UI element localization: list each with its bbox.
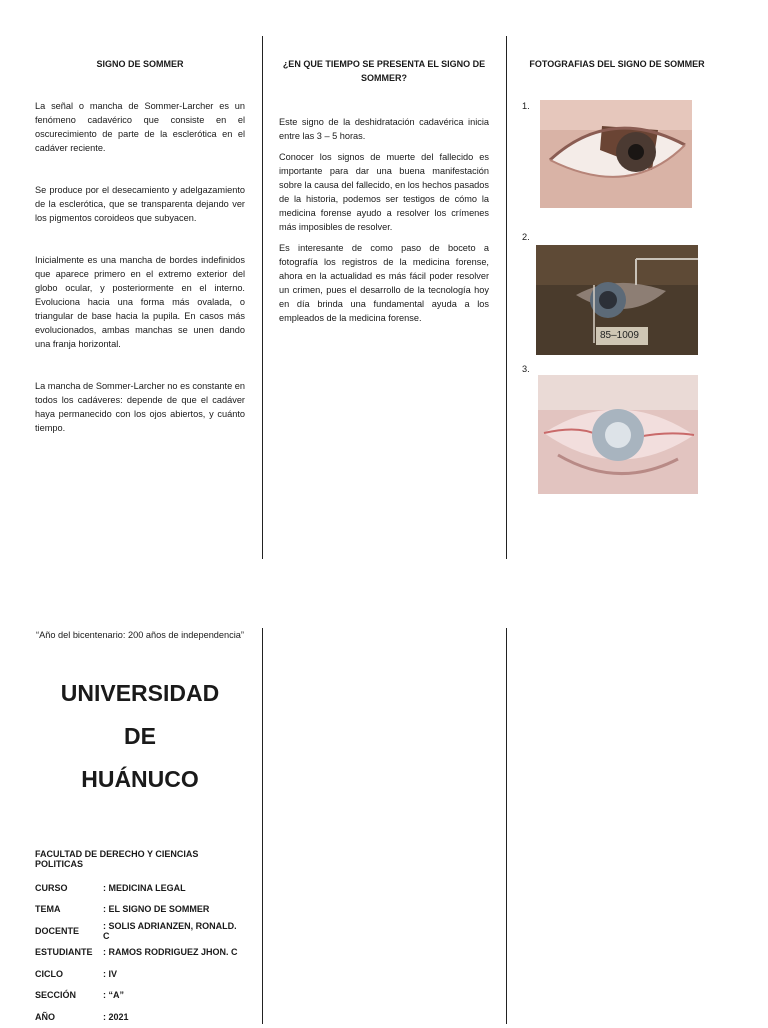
column-divider-4	[506, 628, 507, 1024]
university-line-3: HUÁNUCO	[81, 766, 199, 792]
panel-signo-de-sommer	[35, 57, 245, 463]
photo-2-label: 85–1009	[600, 330, 639, 341]
info-value: : “A”	[103, 990, 124, 1001]
cover-panel	[35, 628, 245, 1028]
university-name	[35, 672, 245, 801]
panel1-paragraph-1: La señal o mancha de Sommer-Larcher es un fenómeno cadavérico que consiste en el oscurecimiento de parte de la esclerótica en el cadáver reciente.	[35, 101, 245, 153]
panel1-heading: SIGNO DE SOMMER	[96, 59, 184, 69]
info-row	[35, 985, 245, 1007]
info-row	[35, 963, 245, 985]
info-key: TEMA	[35, 904, 61, 915]
info-value: : SOLIS ADRIANZEN, RONALD. C	[103, 920, 237, 941]
info-row	[35, 1006, 245, 1028]
info-row	[35, 942, 245, 964]
panel3-heading: FOTOGRAFIAS DEL SIGNO DE SOMMER	[529, 59, 705, 69]
info-value: : MEDICINA LEGAL	[103, 882, 186, 893]
eye-photo-3	[538, 375, 698, 494]
info-value: : EL SIGNO DE SOMMER	[103, 904, 210, 915]
info-key: SECCIÓN	[35, 990, 77, 1001]
university-line-1: UNIVERSIDAD	[60, 680, 220, 706]
info-row	[35, 877, 245, 899]
faculty-name: FACULTAD DE DERECHO Y CIENCIAS POLITICAS	[35, 849, 199, 869]
panel1-paragraph-4: La mancha de Sommer-Larcher no es constante en todos los cadáveres: depende de que el cadáver haya permanecido con los ojos abiertos, y cuánto tiempo.	[35, 381, 245, 433]
panel1-paragraph-3: Inicialmente es una mancha de bordes indefinidos que aparece primero en el extremo exterior del globo ocular, y posteriormente en el interno. Evoluciona hacia una forma más ovalada, o triangular de base hacia la pupila. En casos más evolucionados, ambas manchas se unen dando una franja horizontal.	[35, 255, 245, 349]
panel2-paragraph-1: Este signo de la deshidratación cadavérica inicia entre las 3 – 5 horas.	[279, 117, 489, 141]
photo-number-2: 2.	[522, 232, 530, 242]
column-divider-3	[262, 628, 263, 1024]
info-key: DOCENTE	[35, 925, 80, 936]
info-key: AÑO	[35, 1011, 55, 1022]
eye-photo-2	[536, 245, 698, 355]
photo-number-1: 1.	[522, 101, 530, 111]
info-table	[35, 877, 245, 1028]
university-line-2: DE	[124, 723, 156, 749]
photo-number-3: 3.	[522, 364, 530, 374]
column-divider-1	[262, 36, 263, 559]
panel2-paragraph-3: Es interesante de como paso de boceto a fotografía los registros de la medicina forense, ahora en la actualidad es más fácil poder resolver un crimen, pues el desarrollo de la tecnología hoy en día brinda una fundamental ayuda a los empleados de la medicina forense.	[279, 243, 489, 323]
motto: “Año del bicentenario: 200 años de independencia”	[36, 630, 244, 640]
info-value: : IV	[103, 968, 118, 979]
panel1-paragraph-2: Se produce por el desecamiento y adelgazamiento de la esclerótica, que se transparenta dejando ver los pigmentos coroideos que subyacen.	[35, 185, 245, 223]
info-key: CURSO	[35, 882, 68, 893]
info-value: : RAMOS RODRIGUEZ JHON. C	[103, 947, 238, 958]
panel-tiempo	[279, 57, 489, 332]
info-row	[35, 920, 245, 942]
info-value: : 2021	[103, 1011, 129, 1022]
eye-photo-1	[540, 100, 692, 208]
info-key: ESTUDIANTE	[35, 947, 93, 958]
panel-fotografias	[522, 57, 712, 71]
info-row	[35, 899, 245, 921]
info-key: CICLO	[35, 968, 63, 979]
panel2-paragraph-2: Conocer los signos de muerte del fallecido es importante para dar una buena manifestación sobre la causa del fallecido, en los hechos pasados de la historia, podemos ser testigos de cómo la medicina forense ayudo a resolver los crímenes más imposibles de resolver.	[279, 152, 489, 232]
column-divider-2	[506, 36, 507, 559]
panel2-heading: ¿EN QUE TIEMPO SE PRESENTA EL SIGNO DE SOMMER?	[282, 59, 486, 83]
